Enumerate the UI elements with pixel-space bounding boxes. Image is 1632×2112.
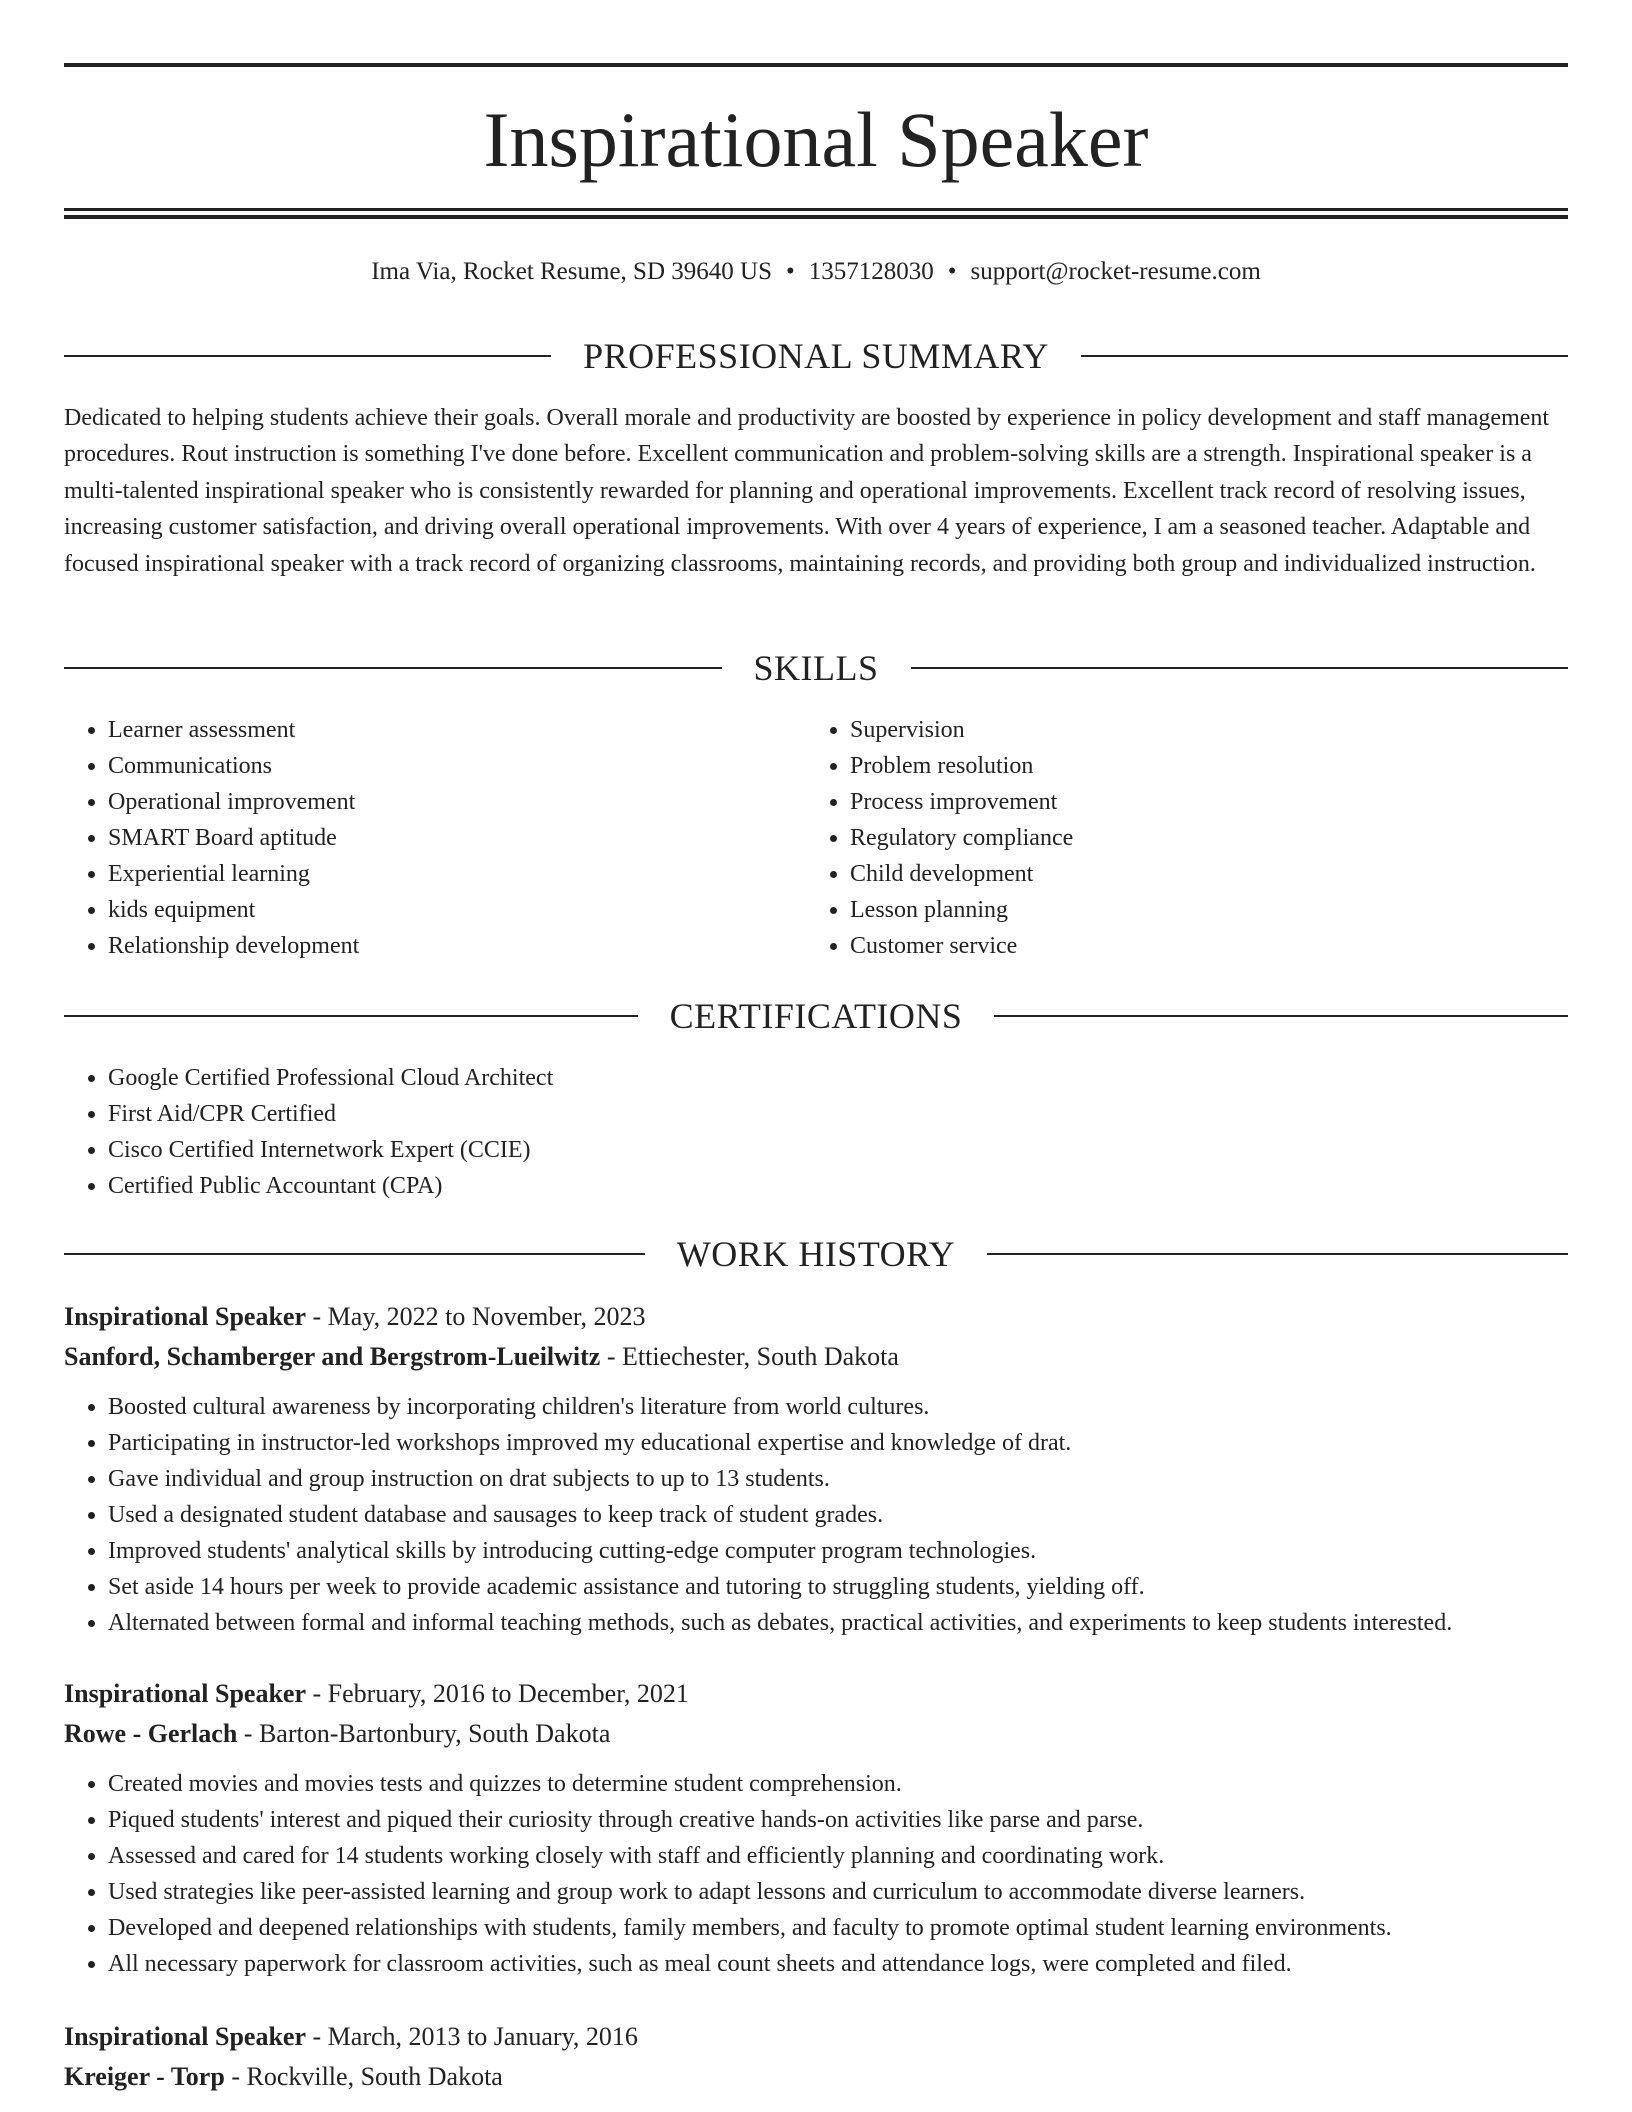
certification-item: • Certified Public Accountant (CPA): [108, 1168, 1568, 1204]
certification-item: • Cisco Certified Internetwork Expert (CCIE): [108, 1132, 1568, 1168]
contact-phone: 1357128030: [808, 258, 934, 285]
job-bullet: • Alternated between formal and informal teaching methods, such as debates, practical activities, and experiments to keep students interested.: [108, 1605, 1568, 1641]
work-history-heading-label: WORK HISTORY: [676, 1234, 956, 1274]
job-company-line: [64, 1714, 1568, 1754]
heading-rule: [64, 667, 722, 669]
job-bullet: • All necessary paperwork for classroom activities, such as meal count sheets and attendance logs, were completed and filed.: [108, 1946, 1568, 1982]
certifications-heading: [64, 994, 1568, 1038]
job-bullet: • Created movies and movies tests and quizzes to determine student comprehension.: [108, 1766, 1568, 1802]
skill-item: • Learner assessment: [108, 712, 808, 748]
heading-rule: [64, 1253, 645, 1255]
job-dates: - February, 2016 to December, 2021: [312, 1679, 689, 1708]
summary-text: Dedicated to helping students achieve their goals. Overall morale and productivity are boosted by experience in policy development and staff management procedures. Rout instruction is something I've done before. Excellent communication and problem-solving skills are a strength. Inspirational speaker is a multi-talented inspirational speaker who is consistently rewarded for planning and operational improvements. Excellent track record of resolving issues, increasing customer satisfaction, and driving overall operational improvements. With over 4 years of experience, I am a seasoned teacher. Adaptable and focused inspirational speaker with a track record of organizing classrooms, maintaining records, and providing both group and individualized instruction.: [64, 405, 1550, 577]
heading-rule: [987, 1253, 1568, 1255]
job-dates: - May, 2022 to November, 2023: [312, 1302, 646, 1331]
contact-address: Ima Via, Rocket Resume, SD 39640 US: [371, 258, 772, 285]
certifications-heading-label: CERTIFICATIONS: [669, 996, 963, 1036]
job-company-line: [64, 2057, 1568, 2097]
skill-item: • Experiential learning: [108, 856, 808, 892]
skills-list-left: [64, 712, 808, 964]
job-bullet: • Participating in instructor-led workshops improved my educational expertise and knowledge of drat.: [108, 1425, 1568, 1461]
skill-item: • Child development: [850, 856, 1550, 892]
job-company-line: [64, 1337, 1568, 1377]
job-bullets: [64, 1766, 1568, 1982]
job-title: Inspirational Speaker: [64, 1302, 306, 1331]
job-title-line: [64, 1674, 1568, 1714]
skill-item: • Regulatory compliance: [850, 820, 1550, 856]
heading-rule: [64, 355, 551, 357]
job-company: Rowe - Gerlach: [64, 1719, 238, 1748]
contact-line: [64, 254, 1568, 290]
job-bullets: [64, 1389, 1568, 1641]
skill-item: • Customer service: [850, 928, 1550, 964]
skills-heading-label: SKILLS: [753, 648, 879, 688]
skill-item: • Relationship development: [108, 928, 808, 964]
job-bullet: • Gave individual and group instruction on drat subjects to up to 13 students.: [108, 1461, 1568, 1497]
skill-item: • Operational improvement: [108, 784, 808, 820]
job-entry: [64, 1297, 1568, 1641]
job-company: Sanford, Schamberger and Bergstrom-Lueilwitz: [64, 1342, 601, 1371]
contact-separator: •: [947, 258, 957, 285]
job-title-line: [64, 2017, 1568, 2057]
skill-item: • Communications: [108, 748, 808, 784]
resume-title: Inspirational Speaker: [483, 96, 1149, 183]
job-entry: [64, 1674, 1568, 1982]
job-dates: - March, 2013 to January, 2016: [312, 2022, 638, 2051]
heading-rule: [994, 1015, 1568, 1017]
job-bullet: • Boosted cultural awareness by incorporating children's literature from world cultures.: [108, 1389, 1568, 1425]
title-double-rule: [64, 208, 1568, 219]
work-history-heading: [64, 1232, 1568, 1276]
job-title-line: [64, 1297, 1568, 1337]
skills-heading: [64, 646, 1568, 690]
job-title: Inspirational Speaker: [64, 2022, 306, 2051]
certification-item: • Google Certified Professional Cloud Architect: [108, 1060, 1568, 1096]
summary-heading: [64, 334, 1568, 378]
job-bullet: • Set aside 14 hours per week to provide academic assistance and tutoring to struggling students, yielding off.: [108, 1569, 1568, 1605]
contact-separator: •: [785, 258, 795, 285]
job-location: - Ettiechester, South Dakota: [606, 1342, 899, 1371]
job-location: - Barton-Bartonbury, South Dakota: [243, 1719, 611, 1748]
skill-item: • Supervision: [850, 712, 1550, 748]
job-bullet: • Assessed and cared for 14 students working closely with staff and efficiently planning and coordinating work.: [108, 1838, 1568, 1874]
heading-rule: [1081, 355, 1568, 357]
certifications-list: [64, 1060, 1568, 1204]
job-bullet: • Improved students' analytical skills by introducing cutting-edge computer program technologies.: [108, 1533, 1568, 1569]
job-company: Kreiger - Torp: [64, 2062, 225, 2091]
job-bullet: • Used a designated student database and sausages to keep track of student grades.: [108, 1497, 1568, 1533]
skill-item: • Problem resolution: [850, 748, 1550, 784]
skill-item: • Process improvement: [850, 784, 1550, 820]
job-bullet: • Piqued students' interest and piqued their curiosity through creative hands-on activities like parse and parse.: [108, 1802, 1568, 1838]
job-bullet: • Developed and deepened relationships with students, family members, and faculty to promote optimal student learning environments.: [108, 1910, 1568, 1946]
job-title: Inspirational Speaker: [64, 1679, 306, 1708]
heading-rule: [64, 1015, 638, 1017]
top-rule: [64, 63, 1568, 67]
job-bullet: • Used strategies like peer-assisted learning and group work to adapt lessons and curriculum to accommodate diverse learners.: [108, 1874, 1568, 1910]
job-entry: [64, 2017, 1568, 2097]
skill-item: • SMART Board aptitude: [108, 820, 808, 856]
job-location: - Rockville, South Dakota: [231, 2062, 503, 2091]
heading-rule: [911, 667, 1569, 669]
summary-heading-label: PROFESSIONAL SUMMARY: [583, 336, 1049, 376]
skill-item: • kids equipment: [108, 892, 808, 928]
skills-list-right: [806, 712, 1550, 964]
certification-item: • First Aid/CPR Certified: [108, 1096, 1568, 1132]
contact-email[interactable]: support@rocket-resume.com: [970, 258, 1261, 285]
skill-item: • Lesson planning: [850, 892, 1550, 928]
